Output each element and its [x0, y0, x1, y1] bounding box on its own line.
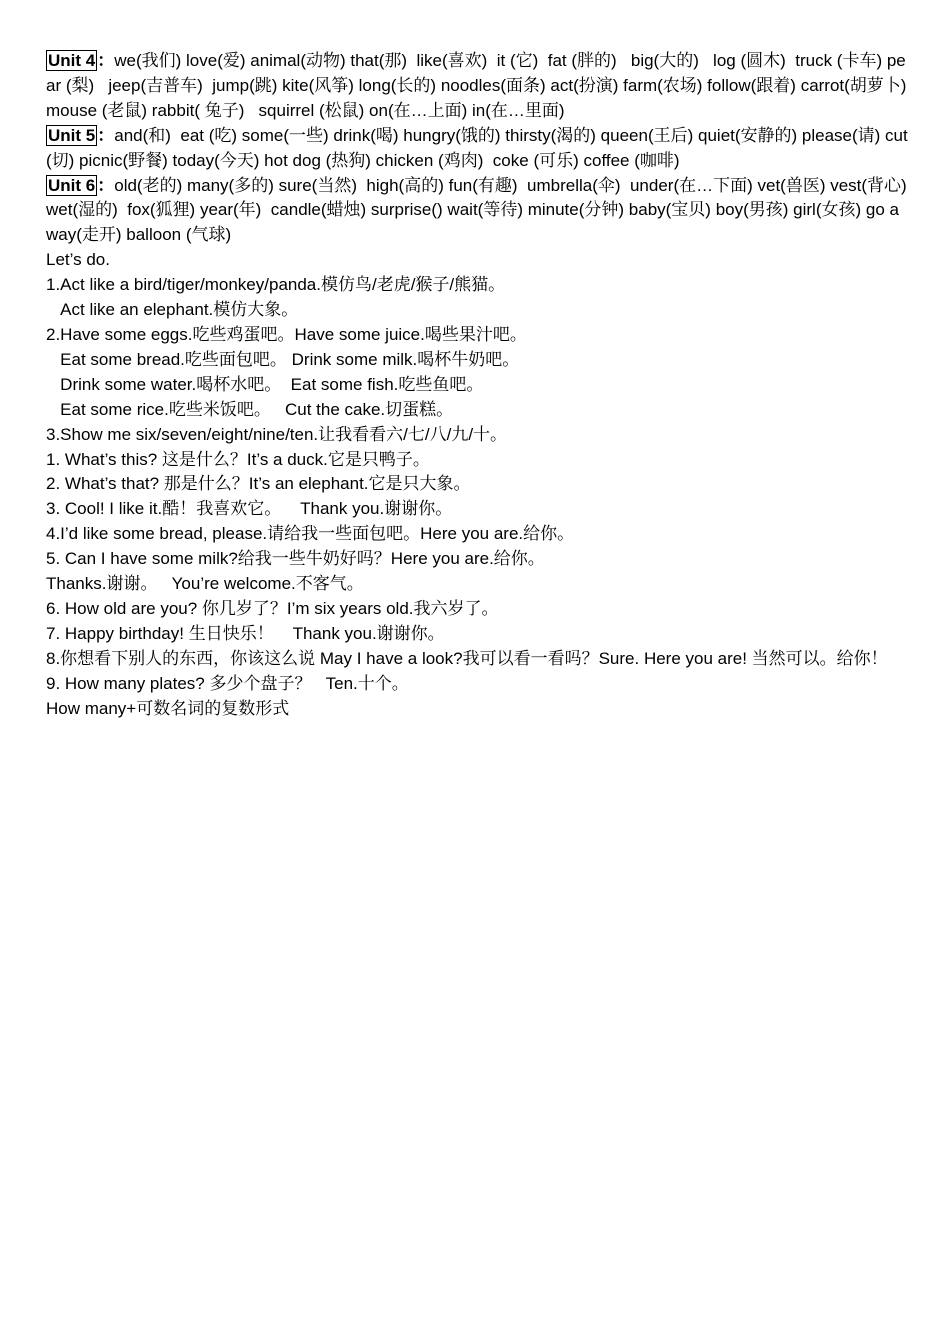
sentence-line: How many+可数名词的复数形式 — [46, 698, 290, 718]
unit-4-colon: ： — [97, 51, 115, 70]
sentence-line: 4.I’d like some bread, please.请给我一些面包吧。Here you are.给你。 — [46, 524, 575, 544]
sentence-line: 1. What’s this? 这是什么？It’s a duck.它是只鸭子。 — [46, 449, 430, 469]
sentence-line: Drink some water.喝杯水吧。 Eat some fish.吃些鱼吧。 — [46, 374, 484, 394]
unit-5-vocab: and(和) eat (吃) some(一些) drink(喝) hungry(饿的) thirsty(渴的) queen(王后) quiet(安静的) please(请) cut(切) picnic(野餐) today(今天) hot dog (热狗) chicken (鸡肉) coke (可乐) coffee (咖啡) — [46, 125, 908, 170]
sentence-line: 5. Can I have some milk?给我一些牛奶好吗？Here you are.给你。 — [46, 549, 545, 569]
sentence-line: 9. How many plates? 多少个盘子？ Ten.十个。 — [46, 673, 409, 693]
unit-6-vocab-block — [46, 174, 912, 249]
sentence-line: 2. What’s that? 那是什么？It’s an elephant.它是只大象。 — [46, 474, 471, 494]
unit-4-label: Unit 4 — [48, 51, 96, 70]
sentence-line: Thanks.谢谢。 You’re welcome.不客气。 — [46, 574, 364, 594]
sentence-line: 7. Happy birthday! 生日快乐！ Thank you.谢谢你。 — [46, 623, 445, 643]
unit-5-vocab-block — [46, 124, 908, 174]
unit-4-vocab-block — [46, 49, 912, 124]
unit-5-label: Unit 5 — [48, 125, 96, 145]
unit-6-colon: ： — [97, 175, 115, 195]
sentence-line: 3. Cool! I like it.酷！我喜欢它。 Thank you.谢谢你。 — [46, 499, 453, 519]
lets-do-heading: Let’s do. — [46, 250, 110, 270]
unit-4-vocab: we(我们) love(爱) animal(动物) that(那) like(喜欢) it (它) fat (胖的) big(大的) log (圆木) truck (卡车) pear (梨) jeep(吉普车) jump(跳) kite(风筝) long(长的) noodles(面条) act(扮演) farm(农场) follow(跟着) carrot(胡萝卜) mouse (老鼠) rabbit( 兔子) squirrel (松鼠) on(在…上面) in(在…里面) — [46, 51, 912, 120]
sentence-line: Eat some rice.吃些米饭吧。 Cut the cake.切蛋糕。 — [46, 399, 454, 419]
document-page — [46, 49, 912, 721]
sentence-line: 8.你想看下别人的东西，你该这么说 May I have a look?我可以看一看吗？Sure. Here you are! 当然可以。给你！ — [46, 648, 888, 668]
sentence-line: Act like an elephant.模仿大象。 — [46, 300, 299, 320]
sentence-line: 6. How old are you? 你几岁了？I’m six years old.我六岁了。 — [46, 598, 499, 618]
unit-6-vocab: old(老的) many(多的) sure(当然) high(高的) fun(有趣) umbrella(伞) under(在…下面) vet(兽医) vest(背心) wet(湿的) fox(狐狸) year(年) candle(蜡烛) surprise() wait(等待) minute(分钟) baby(宝贝) boy(男孩) girl(女孩) go away(走开) balloon (气球) — [46, 175, 912, 245]
sentence-line: 3.Show me six/seven/eight/nine/ten.让我看看六/七/八/九/十。 — [46, 424, 508, 444]
sentence-line: 2.Have some eggs.吃些鸡蛋吧。Have some juice.喝些果汁吧。 — [46, 324, 527, 344]
unit-5-colon: ： — [97, 125, 115, 145]
sentence-line: Eat some bread.吃些面包吧。 Drink some milk.喝杯牛奶吧。 — [46, 349, 520, 369]
sentence-line: 1.Act like a bird/tiger/monkey/panda.模仿鸟/老虎/猴子/熊猫。 — [46, 275, 506, 295]
unit-6-label: Unit 6 — [48, 175, 96, 195]
